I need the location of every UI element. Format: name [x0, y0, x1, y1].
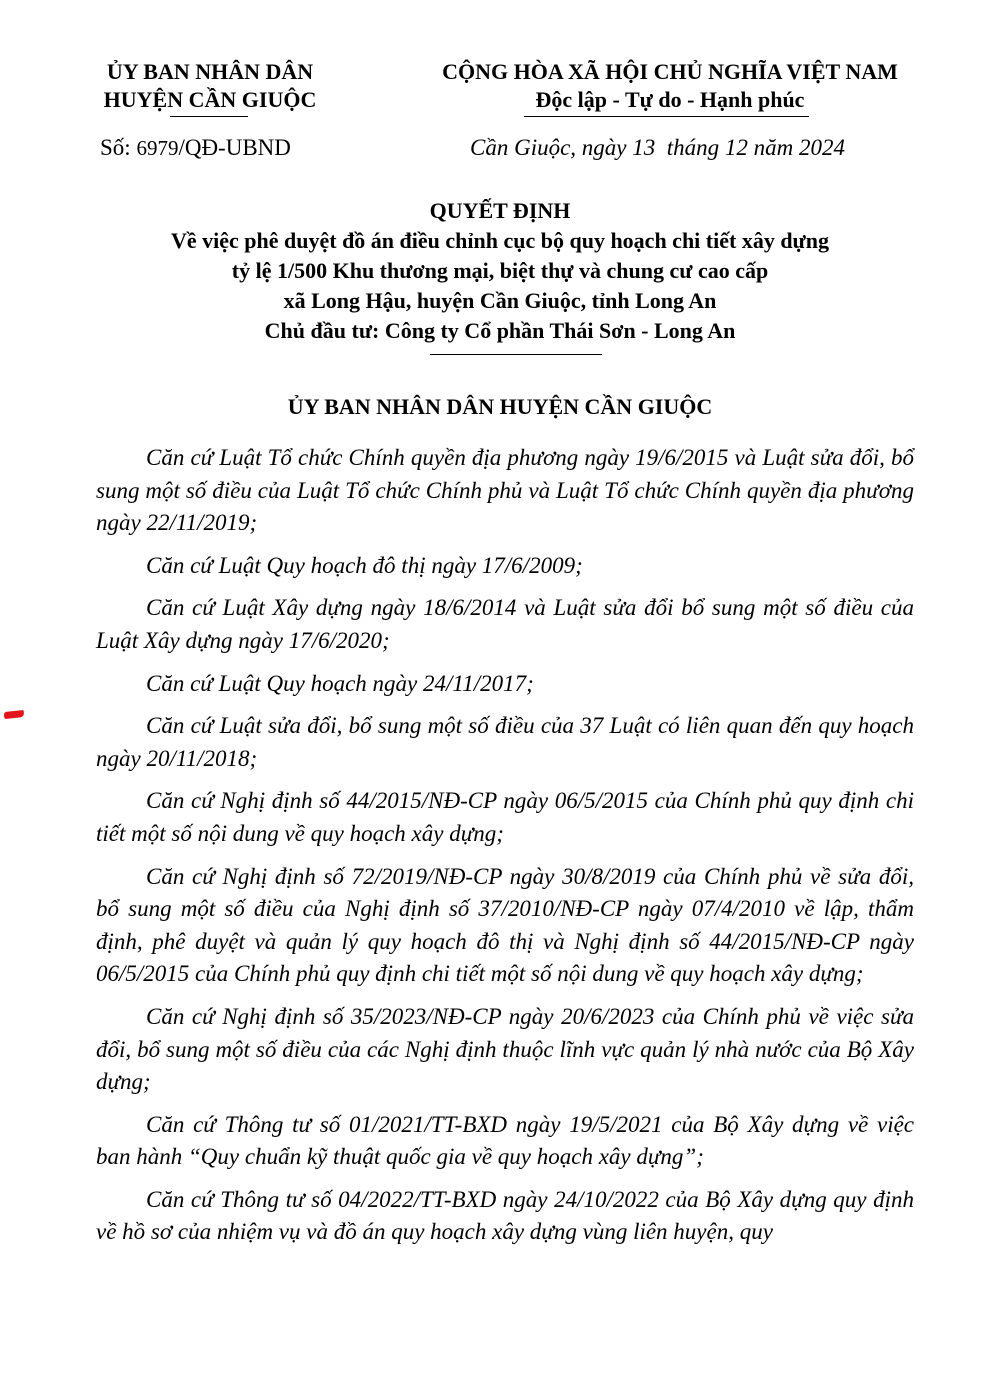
doc-number-label: Số: [100, 135, 131, 160]
paragraph: Căn cứ Luật Quy hoạch ngày 24/11/2017; [146, 670, 534, 696]
place-date: Cần Giuộc, ngày 13 tháng 12 năm 2024 [470, 135, 846, 160]
paragraph: Căn cứ Thông tư số 04/2022/TT-BXD ngày 24/10/2022 của Bộ Xây dựng quy định về hồ sơ của nhiệm vụ và đồ án quy hoạch xây dựng vùng liên huyện, quy [96, 1186, 914, 1245]
paragraph: Căn cứ Luật Tổ chức Chính quyền địa phương ngày 19/6/2015 và Luật sửa đổi, bổ sung một số điều của Luật Tổ chức Chính phủ và Luật Tổ chức Chính quyền địa phương ngày 22/11/2019; [96, 445, 914, 536]
issuing-agency [60, 58, 360, 114]
title-underline [430, 354, 602, 355]
paragraph: Căn cứ Luật Xây dựng ngày 18/6/2014 và Luật sửa đổi bổ sung một số điều của Luật Xây dựng ngày 17/6/2020; [96, 595, 914, 653]
document-number [100, 134, 291, 162]
paragraph: Căn cứ Luật sửa đổi, bổ sung một số điều của 37 Luật có liên quan đến quy hoạch ngày 20/11/2018; [96, 713, 914, 771]
paragraph: Căn cứ Thông tư số 01/2021/TT-BXD ngày 19/5/2021 của Bộ Xây dựng về việc ban hành “Quy chuẩn kỹ thuật quốc gia về quy hoạch xây dựng”; [96, 1111, 914, 1170]
doc-number-suffix: /QĐ-UBND [178, 135, 291, 160]
agency-line-1: ỦY BAN NHÂN DÂN [106, 59, 314, 84]
red-margin-mark [4, 710, 25, 719]
national-header [400, 58, 940, 114]
doc-number-value: 6979 [136, 136, 179, 160]
decision-title [60, 196, 940, 346]
legal-basis-body [96, 442, 914, 1259]
agency-line-2: HUYỆN CẦN GIUỘC [103, 87, 317, 112]
title-line-4: Chủ đầu tư: Công ty Cổ phần Thái Sơn - Long An [264, 318, 736, 343]
paragraph: Căn cứ Nghị định số 44/2015/NĐ-CP ngày 06/5/2015 của Chính phủ quy định chi tiết một số nội dung về quy hoạch xây dựng; [96, 788, 914, 846]
title-line-3: xã Long Hậu, huyện Cần Giuộc, tỉnh Long An [283, 288, 717, 313]
authority-heading: ỦY BAN NHÂN DÂN HUYỆN CẦN GIUỘC [287, 394, 713, 419]
nation-name: CỘNG HÒA XÃ HỘI CHỦ NGHĨA VIỆT NAM [442, 59, 898, 84]
paragraph: Căn cứ Luật Quy hoạch đô thị ngày 17/6/2009; [146, 552, 583, 578]
paragraph: Căn cứ Nghị định số 72/2019/NĐ-CP ngày 30/8/2019 của Chính phủ về sửa đổi, bổ sung một số điều của Nghị định số 37/2010/NĐ-CP ngày 07/4/2010 về lập, thẩm định, phê duyệt và quản lý quy hoạch đô thị và Nghị định số 44/2015/NĐ-CP ngày 06/5/2015 của Chính phủ quy định chi tiết một số nội dung về quy hoạch xây dựng; [96, 863, 914, 987]
motto: Độc lập - Tự do - Hạnh phúc [535, 87, 805, 112]
title-line-1: Về việc phê duyệt đồ án điều chỉnh cục bộ quy hoạch chi tiết xây dựng [170, 228, 829, 253]
agency-underline [170, 116, 248, 117]
title-line-2: tỷ lệ 1/500 Khu thương mại, biệt thự và chung cư cao cấp [231, 258, 769, 283]
decision-heading: QUYẾT ĐỊNH [429, 198, 571, 223]
paragraph: Căn cứ Nghị định số 35/2023/NĐ-CP ngày 20/6/2023 của Chính phủ về việc sửa đổi, bổ sung một số điều của các Nghị định thuộc lĩnh vực quản lý nhà nước của Bộ Xây dựng; [96, 1003, 914, 1095]
motto-underline [524, 116, 809, 117]
